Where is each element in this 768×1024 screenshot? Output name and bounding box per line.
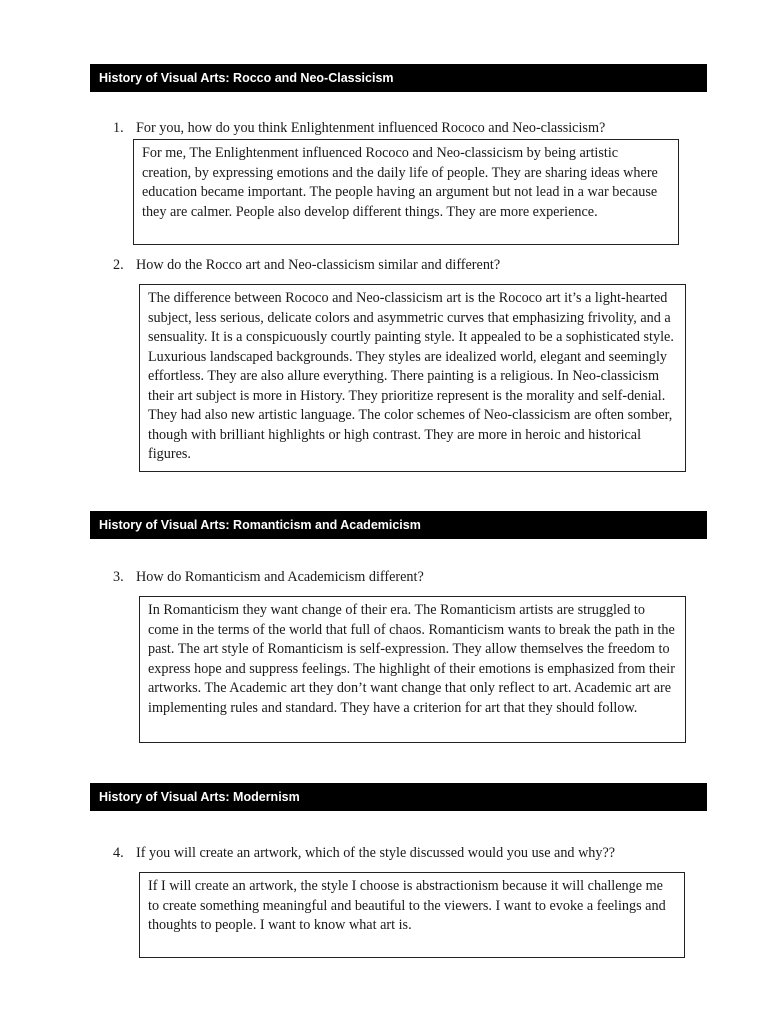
question-number: 3. bbox=[113, 569, 124, 585]
answer-text: The difference between Rococo and Neo-classicism art is the Rococo art it’s a light-hearted subject, less serious, delicate colors and asymmetric curves that emphasizing frivolity, and a sensuality. It is a conspicuously courtly painting style. It appealed to be a sophisticated style. Luxurious landscaped backgrounds. They styles are idealized world, elegant and seemingly effortless. They are also allure everything. There painting is a religious. In Neo-classicism their art subject is more in History. They prioritize represent is the morality and self-denial. They had also new artistic language. The color schemes of Neo-classicism are often somber, though with brilliant highlights or high contrast. They are more in heroic and historical figures. bbox=[148, 290, 674, 462]
question-number: 4. bbox=[113, 845, 124, 861]
section-header-romanticism-academicism: History of Visual Arts: Romanticism and Academicism bbox=[90, 511, 707, 539]
answer-box-1[interactable] bbox=[133, 139, 679, 245]
answer-text: In Romanticism they want change of their era. The Romanticism artists are struggled to come in the terms of the world that full of chaos. Romanticism wants to break the path in the past. The art style of Romanticism is self-expression. They allow themselves the freedom to express hope and suppress feelings. The highlight of their emotions is emphasized from their artworks. The Academic art they don’t want change that only reflect to art. Academic art are implementing rules and standard. They have a criterion for art that they should follow. bbox=[148, 602, 675, 716]
question-text: If you will create an artwork, which of the style discussed would you use and why?? bbox=[136, 845, 616, 861]
answer-box-3[interactable] bbox=[139, 596, 686, 743]
answer-box-4[interactable] bbox=[139, 872, 685, 958]
section-header-modernism: History of Visual Arts: Modernism bbox=[90, 783, 707, 811]
question-number: 2. bbox=[113, 257, 124, 273]
question-number: 1. bbox=[113, 120, 124, 136]
question-text: How do the Rocco art and Neo-classicism similar and different? bbox=[136, 257, 501, 273]
question-text: How do Romanticism and Academicism different? bbox=[136, 569, 424, 585]
answer-text: If I will create an artwork, the style I choose is abstractionism because it will challenge me to create something meaningful and beautiful to the viewers. I want to evoke a feelings and thoughts to people. I want to know what art is. bbox=[148, 878, 666, 933]
answer-text: For me, The Enlightenment influenced Rococo and Neo-classicism by being artistic creation, by expressing emotions and the daily life of people. They are sharing ideas where education became important. The people having an argument but not lead in a war because they are calmer. People also develop different things. They are more experience. bbox=[142, 145, 658, 220]
answer-box-2[interactable] bbox=[139, 284, 686, 472]
section-header-rococo-neoclassicism: History of Visual Arts: Rocco and Neo-Classicism bbox=[90, 64, 707, 92]
question-text: For you, how do you think Enlightenment influenced Rococo and Neo-classicism? bbox=[136, 120, 606, 136]
